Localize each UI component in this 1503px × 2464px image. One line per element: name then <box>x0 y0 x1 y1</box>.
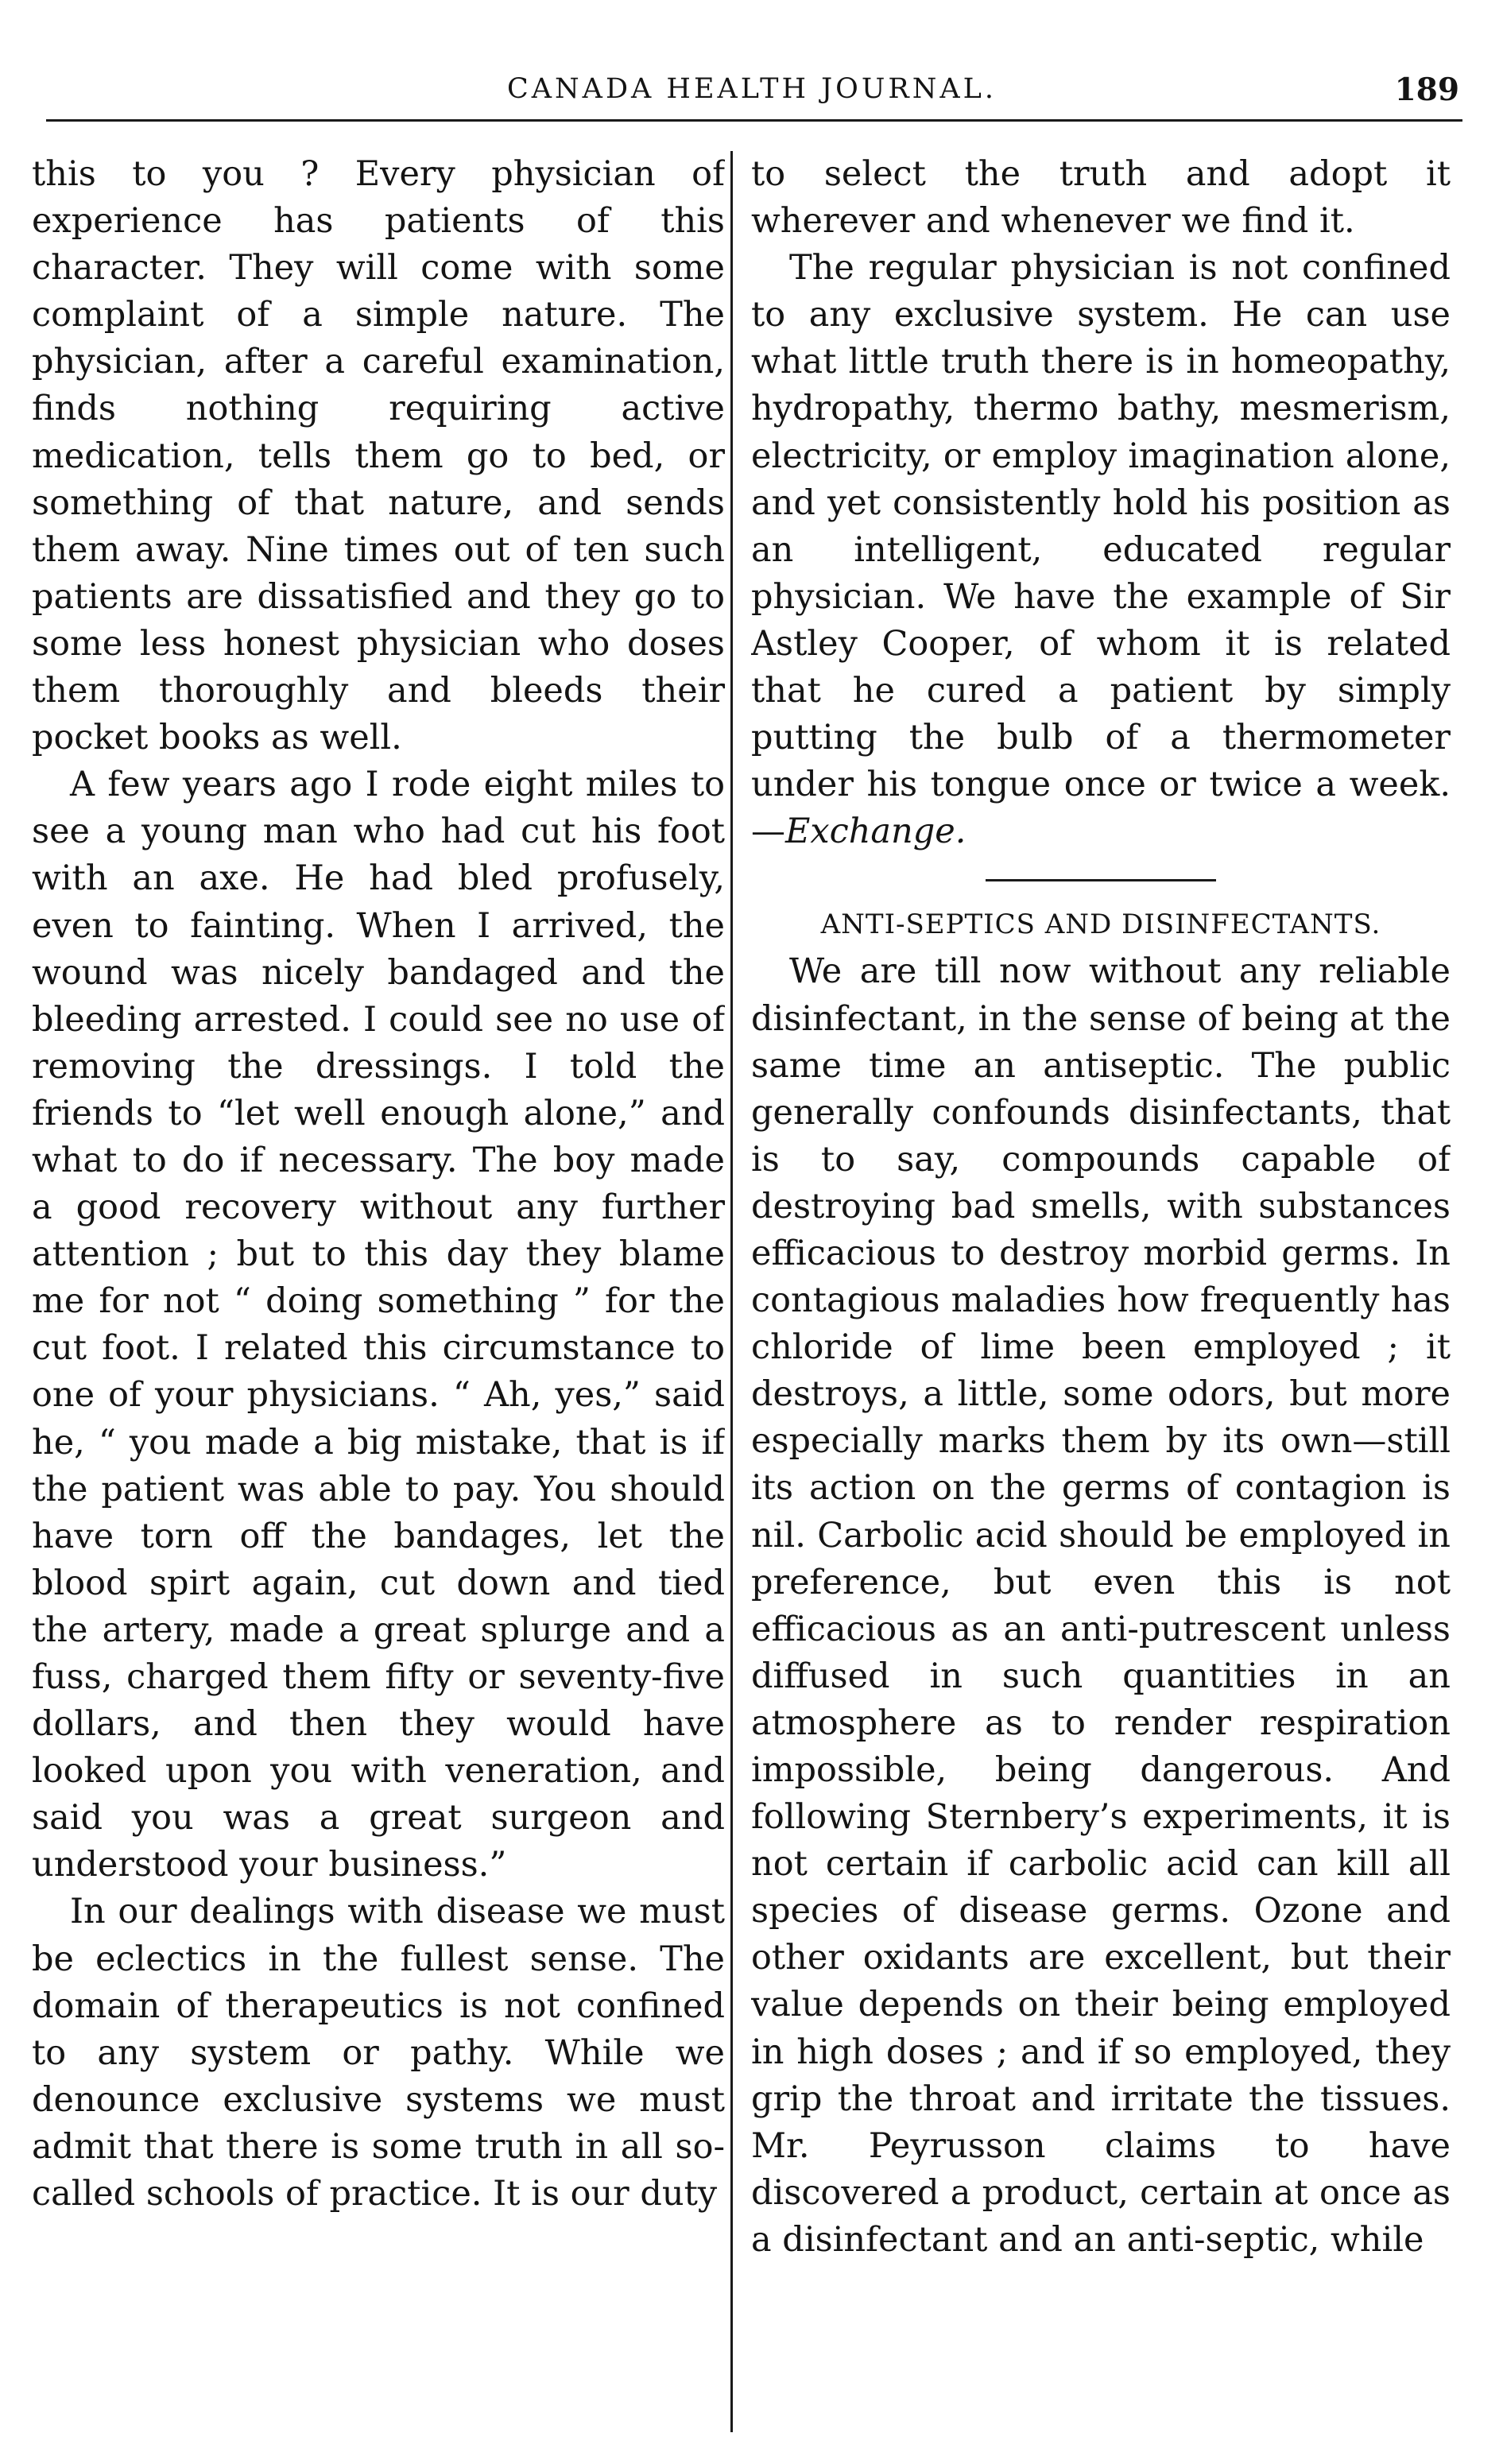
right-column <box>751 151 1451 2432</box>
journal-title: CANADA HEALTH JOURNAL. <box>507 73 997 105</box>
page-number: 189 <box>1394 72 1459 108</box>
left-column <box>32 151 725 2432</box>
paragraph <box>751 245 1451 855</box>
column-divider <box>730 151 733 2432</box>
page-header <box>32 73 1472 121</box>
paragraph-text: The regular physician is not confined to any exclusive system. He can use what little truth there is in homeopathy, hydropathy, thermo bathy, mesmerism, electricity, or employ imagination alone, and yet consistently hold his position as an intelligent, educated regular physician. We have the example of Sir Astley Cooper, of whom it is related that he cured a patient by simply putting the bulb of a thermometer under his tongue once or twice a week.— <box>751 248 1451 852</box>
paragraph: In our dealings with disease we must be eclectics in the fullest sense. The domain of therapeutics is not confined to any system or pathy. While we denounce exclusive systems we must admit that there is some truth in all so-called schools of practice. It is our duty <box>32 1892 725 2214</box>
section-heading: ANTI-SEPTICS AND DISINFECTANTS. <box>820 909 1381 941</box>
paragraph: this to you ? Every physician of experience has patients of this character. They will come with some complaint of a simple nature. The physician, after a careful examination, finds nothing requiring active medication, tells them go to bed, or something of that nature, and sends them away. Nine times out of ten such patients are dissatisfied and they go to some less honest physician who doses them thoroughly and bleeds their pocket books as well. <box>32 154 725 758</box>
paragraph: A few years ago I rode eight miles to see a young man who had cut his foot with an axe. He had bled profusely, even to fainting. When I arrived, the wound was nicely bandaged and the bleeding arrested. I could see no use of removing the dressings. I told the friends to “let well enough alone,” and what to do if necessary. The boy made a good recovery without any further attention ; but to this day they blame me for not “ doing something ” for the cut foot. I related this circumstance to one of your physicians. “ Ah, yes,” said he, “ you made a big mistake, that is if the patient was able to pay. You should have torn off the bandages, let the blood spirt again, cut down and tied the artery, made a great splurge and a fuss, charged them fifty or seventy-five dollars, and then they would have looked upon you with veneration, and said you was a great surgeon and understood your business.” <box>32 765 725 1885</box>
section-divider <box>986 879 1216 881</box>
header-rule <box>46 119 1462 122</box>
paragraph: to select the truth and adopt it wherever and whenever we find it. <box>751 154 1451 242</box>
paragraph: We are till now without any reliable disinfectant, in the sense of being at the same time an antiseptic. The public generally confounds disinfectants, that is to say, compounds capable of destroying bad smells, with substances efficacious to destroy morbid germs. In contagious maladies how frequently has chloride of lime been employed ; it destroys, a little, some odors, but more especially marks them by its own—still its action on the germs of contagion is nil. Carbolic acid should be employed in preference, but even this is not efficacious as an anti-putrescent unless diffused in such quantities in an atmosphere as to render respiration impossible, being dangerous. And following Sternbery’s experiments, it is not certain if carbolic acid can kill all species of disease germs. Ozone and other oxidants are excellent, but their value depends on their being employed in high doses ; and if so employed, they grip the throat and irritate the tissues. Mr. Peyrusson claims to have discovered a product, certain at once as a disinfectant and an anti-septic, while <box>751 951 1451 2260</box>
source-credit: Exchange. <box>785 812 966 852</box>
